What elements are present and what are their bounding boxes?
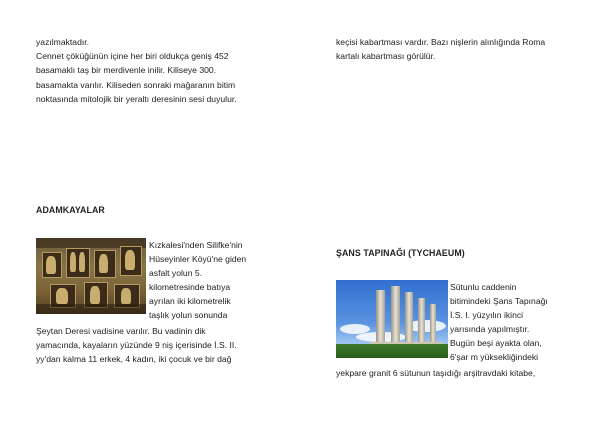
text-line: keçisi kabartması vardır. Bazı nişlerin alınlığında Roma xyxy=(336,37,546,47)
text-line: yekpare granit 6 sütunun taşıdığı arşitravdaki kitabe, xyxy=(336,368,536,378)
text-line: Bugün beşi ayakta olan, xyxy=(450,338,542,348)
adamkayalar-rock-tombs-image xyxy=(36,238,146,314)
text-line: Kızkalesi'nden Silifke'nin xyxy=(149,240,243,250)
text-line: yazılmaktadır. xyxy=(36,37,90,47)
text-line: kilometresinde batıya xyxy=(149,282,231,292)
left-column-bottom-text xyxy=(36,324,268,367)
tychaeum-columns-image xyxy=(336,280,448,358)
text-line: İ.S. I. yüzyılın ikinci xyxy=(450,310,524,320)
text-line: noktasında mitolojik bir yeraltı deresinin sesi duyulur. xyxy=(36,93,237,104)
text-line: Sütunlu caddenin xyxy=(450,282,517,292)
text-line: Cennet çöküğünün içine her biri oldukça geniş 452 xyxy=(36,51,229,62)
text-line: bitimindeki Şans Tapınağı xyxy=(450,296,548,306)
section-heading-tychaeum: ŞANS TAPINAĞI (TYCHAEUM) xyxy=(336,248,465,258)
text-line: Şeytan Deresi vadisine varılır. Bu vadinin dik xyxy=(36,326,206,336)
text-line: yy'dan kalma 11 erkek, 4 kadın, iki çocuk ve bir dağ xyxy=(36,354,232,365)
text-line: basamaklı taş bir merdivenle inilir. Kiliseye 300. xyxy=(36,65,217,76)
text-line: ayrılan iki kilometrelik xyxy=(149,296,231,306)
section-heading-adamkayalar: ADAMKAYALAR xyxy=(36,205,105,215)
right-column-bottom-text xyxy=(336,366,568,380)
text-line: taşlık yolun sonunda xyxy=(149,310,228,320)
text-line: kartalı kabartması görülür. xyxy=(336,51,436,62)
text-line: yamacında, kayaların yüzünde 9 niş içerisinde İ.S. II. xyxy=(36,340,237,351)
text-line: 6'şar m yüksekliğindeki xyxy=(450,352,539,362)
text-line: asfalt yolun 5. xyxy=(149,268,203,278)
text-line: yarısında yapılmıştır. xyxy=(450,324,530,334)
text-line: Hüseyinler Köyü'ne giden xyxy=(149,254,247,264)
left-column-top-text xyxy=(36,35,268,106)
text-line: basamakta varılır. Kiliseden sonraki mağaranın bitim xyxy=(36,79,236,90)
right-column-top-text xyxy=(336,35,568,63)
